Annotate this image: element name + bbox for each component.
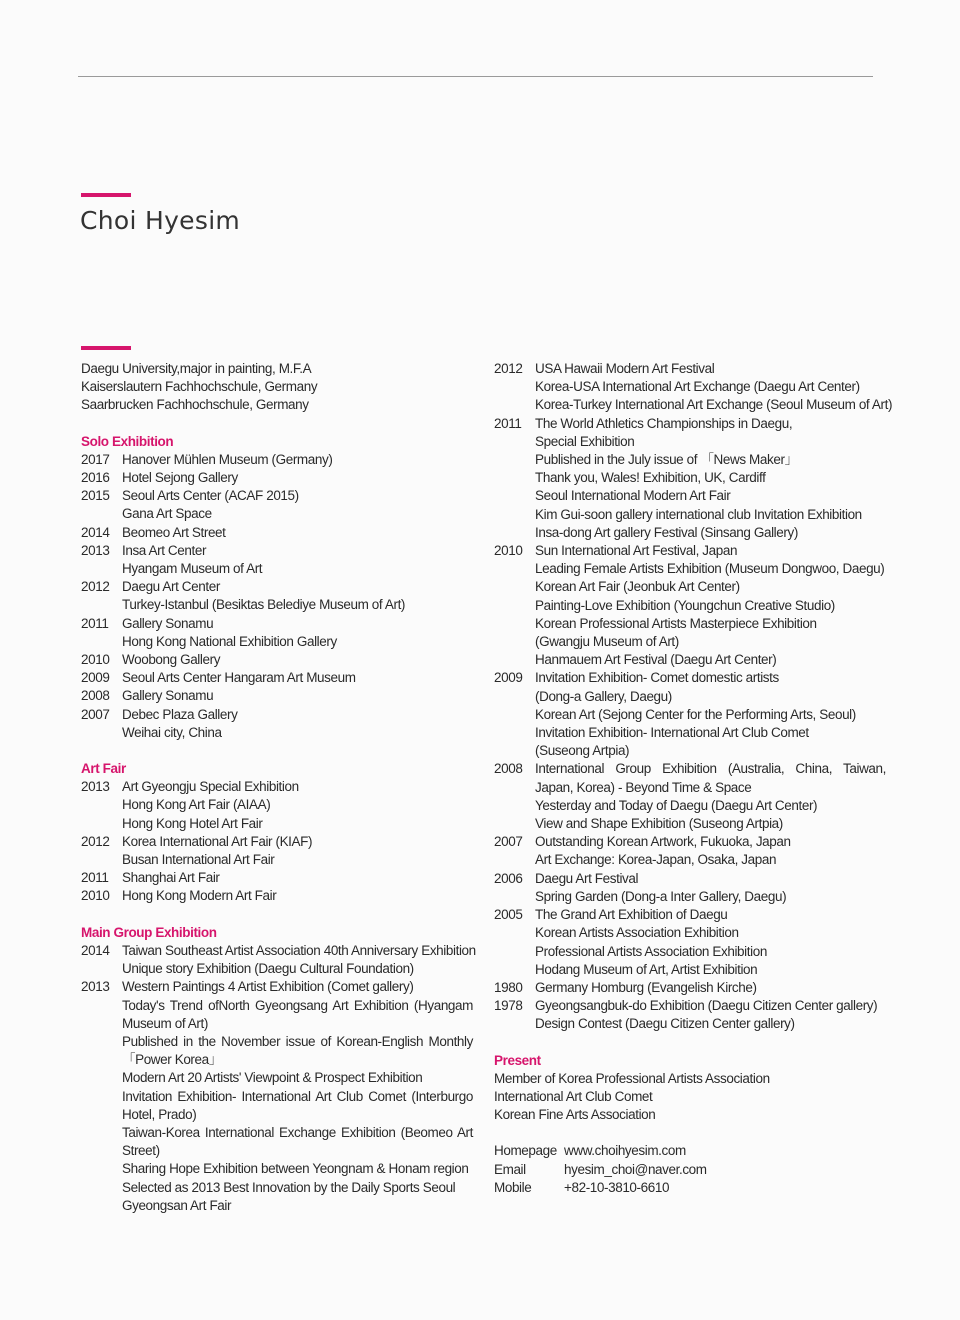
year: 2011	[494, 415, 522, 431]
exhibition: (Suseong Artpia)	[535, 743, 630, 759]
list-item	[81, 651, 473, 669]
fair: Hong Kong Modern Art Fair	[122, 888, 277, 904]
exhibition: Western Paintings 4 Artist Exhibition (Comet gallery)	[122, 979, 414, 995]
membership: Korean Fine Arts Association	[494, 1107, 656, 1123]
list-item	[494, 360, 893, 415]
list-item	[494, 997, 886, 1033]
exhibition: Hong Kong National Exhibition Gallery	[122, 633, 337, 649]
exhibition: Invitation Exhibition- Comet domestic artists	[535, 670, 779, 686]
exhibition: Turkey-Istanbul (Besiktas Belediye Museum of Art)	[122, 597, 406, 613]
exhibition: Kim Gui-soon gallery international club Invitation Exhibition	[535, 506, 862, 522]
list-item	[81, 687, 473, 705]
exhibition: Insa Art Center	[122, 542, 207, 558]
right-column	[494, 360, 893, 1197]
exhibition: The World Athletics Championships in Daegu,	[535, 415, 793, 431]
exhibition: Design Contest (Daegu Citizen Center gallery)	[535, 1016, 795, 1032]
artist-name: Choi Hyesim	[80, 206, 241, 235]
solo-exhibition-heading: Solo Exhibition	[81, 433, 174, 449]
fair: Hong Kong Art Fair (AIAA)	[122, 797, 271, 813]
contact-email	[494, 1161, 886, 1179]
list-item	[81, 706, 473, 742]
list-item	[81, 887, 473, 905]
exhibition: Special Exhibition	[535, 433, 635, 449]
list-item	[494, 760, 886, 833]
exhibition: Debec Plaza Gallery	[122, 706, 238, 722]
exhibition: Yesterday and Today of Daegu (Daegu Art Center)	[535, 797, 818, 813]
exhibition: Gallery Sonamu	[122, 615, 214, 631]
fair: Korea International Art Fair (KIAF)	[122, 833, 313, 849]
year: 2012	[81, 579, 110, 595]
year: 2006	[494, 870, 523, 886]
list-item	[494, 833, 886, 869]
contact-label: Mobile	[494, 1179, 532, 1195]
list-item	[494, 542, 886, 669]
list-item	[81, 578, 473, 614]
exhibition: Sharing Hope Exhibition between Yeongnam & Honam region	[122, 1161, 469, 1177]
exhibition: Thank you, Wales! Exhibition, UK, Cardiff	[535, 470, 766, 486]
education-item: Kaiserslautern Fachhochschule, Germany	[81, 379, 318, 395]
exhibition: Daegu Art Center	[122, 579, 220, 595]
year: 2016	[81, 470, 110, 486]
year: 2008	[494, 761, 523, 777]
list-item	[81, 942, 476, 978]
fair: Hong Kong Hotel Art Fair	[122, 815, 263, 831]
fair: Seoul International Modern Art Fair	[535, 488, 731, 504]
exhibition: Korean Art (Sejong Center for the Performing Arts, Seoul)	[535, 706, 856, 722]
education-list	[81, 360, 473, 415]
exhibition: Sun International Art Festival, Japan	[535, 543, 738, 559]
year: 2008	[81, 688, 110, 704]
list-item	[81, 615, 473, 651]
year: 2007	[494, 834, 523, 850]
fair: Busan International Art Fair	[122, 852, 275, 868]
year: 1978	[494, 998, 523, 1014]
year: 2013	[81, 542, 110, 558]
name-accent-bar	[81, 193, 131, 197]
exhibition: Painting-Love Exhibition (Youngchun Creative Studio)	[535, 597, 835, 613]
exhibition: International Group Exhibition (Australia, China, Taiwan, Japan, Korea) - Beyond Time & Space	[535, 761, 886, 795]
exhibition: USA Hawaii Modern Art Festival	[535, 361, 715, 376]
list-item	[81, 524, 473, 542]
art-fair-heading: Art Fair	[81, 761, 126, 777]
year: 2013	[81, 979, 110, 995]
year: 2009	[81, 670, 110, 686]
exhibition: Hyangam Museum of Art	[122, 561, 263, 577]
exhibition: Hotel Sejong Gallery	[122, 470, 238, 486]
year: 2013	[81, 779, 110, 795]
exhibition: Insa-dong Art gallery Festival (Sinsang Gallery)	[535, 524, 798, 540]
exhibition: Korean Professional Artists Masterpiece Exhibition	[535, 615, 817, 631]
education-item: Saarbrucken Fachhochschule, Germany	[81, 397, 309, 413]
group-exhibition-list-left	[81, 942, 476, 1215]
email-value: hyesim_choi@naver.com	[564, 1161, 707, 1177]
group-exhibition-list-right	[494, 360, 893, 1034]
exhibition: Gyeongsangbuk-do Exhibition (Daegu Citizen Center gallery)	[535, 998, 878, 1014]
list-item	[81, 451, 473, 469]
year: 2017	[81, 451, 110, 467]
year: 2012	[81, 833, 110, 849]
membership: International Art Club Comet	[494, 1088, 653, 1104]
bio-accent-bar	[81, 346, 131, 350]
contact-label: Email	[494, 1161, 526, 1177]
publication: Published in the July issue of 「News Maker」	[535, 452, 798, 468]
exhibition: Spring Garden (Dong-a Inter Gallery, Daegu)	[535, 888, 787, 904]
exhibition: Korea-USA International Art Exchange (Daegu Art Center)	[535, 379, 860, 395]
exhibition: Woobong Gallery	[122, 652, 221, 668]
left-column	[81, 360, 476, 1215]
exhibition: The Grand Art Exhibition of Daegu	[535, 907, 728, 923]
exhibition: Unique story Exhibition (Daegu Cultural Foundation)	[122, 961, 414, 977]
top-rule	[78, 76, 873, 77]
contact-label: Homepage	[494, 1143, 557, 1159]
award: Selected as 2013 Best Innovation by the Daily Sports Seoul	[122, 1179, 456, 1195]
year: 2009	[494, 670, 523, 686]
exhibition: View and Shape Exhibition (Suseong Artpia)	[535, 816, 783, 832]
list-item	[494, 906, 886, 979]
list-item	[81, 669, 473, 687]
list-item	[81, 469, 473, 487]
fair: Gyeongsan Art Fair	[122, 1197, 232, 1213]
fair: Korean Art Fair (Jeonbuk Art Center)	[535, 579, 740, 595]
list-item	[494, 870, 886, 906]
exhibition: Seoul Arts Center (ACAF 2015)	[122, 488, 299, 504]
exhibition: Taiwan Southeast Artist Association 40th Anniversary Exhibition	[122, 942, 476, 958]
list-item	[81, 978, 473, 1215]
list-item	[81, 542, 473, 578]
exhibition: Today's Trend ofNorth Gyeongsang Art Exhibition (Hyangam Museum of Art)	[122, 997, 473, 1031]
list-item	[494, 979, 886, 997]
mobile-value: +82-10-3810-6610	[564, 1179, 670, 1195]
fair: Shanghai Art Fair	[122, 870, 220, 886]
exhibition: Seoul Arts Center Hangaram Art Museum	[122, 670, 356, 686]
exhibition: Korea-Turkey International Art Exchange (Seoul Museum of Art)	[535, 397, 893, 413]
membership: Member of Korea Professional Artists Association	[494, 1070, 770, 1086]
year: 2007	[81, 706, 110, 722]
exhibition: Gallery Sonamu	[122, 688, 214, 704]
exhibition: Gana Art Space	[122, 506, 212, 522]
exhibition: Outstanding Korean Artwork, Fukuoka, Japan	[535, 834, 791, 850]
list-item	[494, 415, 886, 542]
main-group-exhibition-heading: Main Group Exhibition	[81, 924, 217, 940]
exhibition: Leading Female Artists Exhibition (Museum Dongwoo, Daegu)	[535, 561, 885, 577]
year: 2010	[81, 652, 110, 668]
list-item	[81, 487, 473, 523]
exhibition: Germany Homburg (Evangelish Kirche)	[535, 979, 757, 995]
exhibition: Daegu Art Festival	[535, 870, 639, 886]
exhibition: (Dong-a Gallery, Daegu)	[535, 688, 672, 704]
exhibition: Weihai city, China	[122, 724, 222, 740]
list-item	[494, 669, 886, 760]
year: 2014	[81, 524, 110, 540]
year: 2012	[494, 361, 523, 376]
exhibition: Beomeo Art Street	[122, 524, 226, 540]
exhibition: Art Exchange: Korea-Japan, Osaka, Japan	[535, 852, 777, 868]
present-list	[494, 1070, 886, 1125]
exhibition: Taiwan-Korea International Exchange Exhibition (Beomeo Art Street)	[122, 1124, 473, 1159]
exhibition: Invitation Exhibition- International Art Club Comet (Interburgo Hotel, Prado)	[122, 1088, 473, 1122]
year: 2011	[81, 615, 109, 631]
publication: Published in the November issue of Korean-English Monthly 「Power Korea」	[122, 1033, 473, 1068]
year: 2010	[81, 888, 110, 904]
homepage-value: www.choihyesim.com	[564, 1143, 686, 1159]
contact-block	[494, 1142, 886, 1197]
present-heading: Present	[494, 1052, 541, 1068]
exhibition: Hodang Museum of Art, Artist Exhibition	[535, 961, 758, 977]
contact-homepage	[494, 1142, 886, 1160]
fair: Art Gyeongju Special Exhibition	[122, 779, 299, 795]
contact-mobile	[494, 1179, 886, 1197]
year: 2015	[81, 488, 110, 504]
exhibition: Hanover Mühlen Museum (Germany)	[122, 451, 333, 467]
solo-exhibition-list	[81, 451, 473, 742]
exhibition: Modern Art 20 Artists' Viewpoint & Prospect Exhibition	[122, 1070, 423, 1086]
art-fair-list	[81, 778, 473, 905]
list-item	[81, 778, 473, 833]
education-item: Daegu University,major in painting, M.F.A	[81, 361, 312, 376]
year: 1980	[494, 979, 523, 995]
exhibition: Hanmauem Art Festival (Daegu Art Center)	[535, 652, 777, 668]
exhibition: Korean Artists Association Exhibition	[535, 925, 739, 941]
list-item	[81, 833, 473, 869]
list-item	[81, 869, 473, 887]
exhibition: (Gwangju Museum of Art)	[535, 634, 679, 650]
year: 2005	[494, 907, 523, 923]
year: 2010	[494, 543, 523, 559]
year: 2011	[81, 870, 109, 886]
year: 2014	[81, 942, 110, 958]
exhibition: Professional Artists Association Exhibition	[535, 943, 767, 959]
exhibition: Invitation Exhibition- International Art Club Comet	[535, 725, 809, 741]
